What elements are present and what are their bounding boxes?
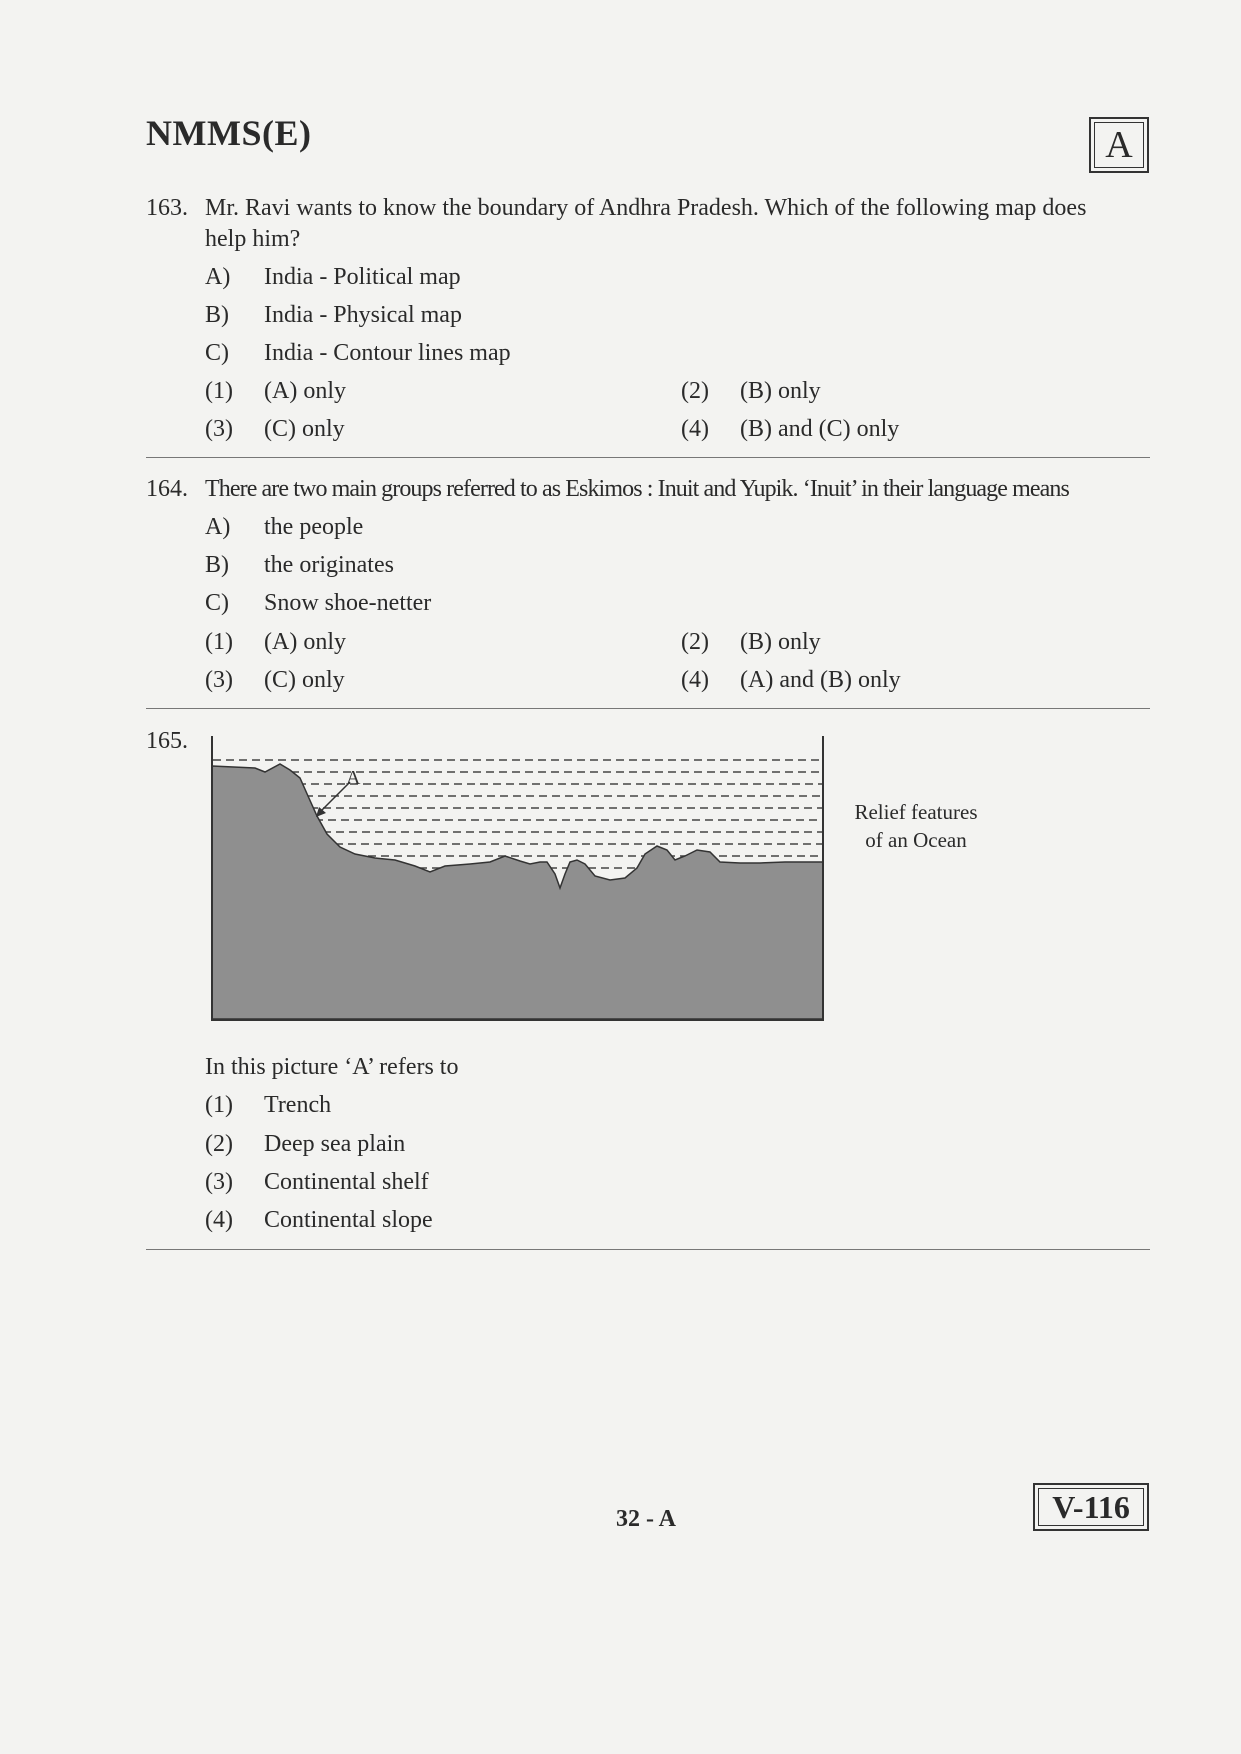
- option-label: (4): [681, 667, 709, 693]
- statement-text: India - Political map: [264, 264, 461, 290]
- option-text: Deep sea plain: [264, 1131, 406, 1157]
- sea-floor-profile: [212, 764, 823, 1019]
- option-text: (A) and (B) only: [740, 667, 901, 693]
- diagram-caption: [846, 798, 986, 854]
- marker-label: A: [346, 767, 361, 789]
- question-number: 165.: [146, 728, 188, 754]
- option-text: Continental slope: [264, 1207, 433, 1233]
- paper-code-badge: [1033, 1483, 1149, 1531]
- option-text: Trench: [264, 1092, 332, 1118]
- statement-text: Snow shoe-netter: [264, 590, 432, 616]
- caption-line: of an Ocean: [865, 828, 967, 852]
- statement-label: A): [205, 264, 231, 290]
- question-set-code: A: [1105, 124, 1133, 166]
- ocean-relief-diagram: [205, 734, 830, 1026]
- option-label: (3): [205, 1169, 233, 1195]
- option-text: (C) only: [264, 416, 345, 442]
- option-label: (1): [205, 629, 233, 655]
- option-text: (C) only: [264, 667, 345, 693]
- option-label: (1): [205, 1092, 233, 1118]
- question-prompt: In this picture ‘A’ refers to: [205, 1054, 459, 1080]
- option-label: (2): [681, 629, 709, 655]
- option-label: (2): [205, 1131, 233, 1157]
- question-number: 164.: [146, 476, 188, 502]
- statement-text: the originates: [264, 552, 394, 578]
- option-text: (A) only: [264, 378, 346, 404]
- statement-label: B): [205, 302, 229, 328]
- page-header-title: NMMS(E): [146, 113, 312, 153]
- option-label: (2): [681, 378, 709, 404]
- statement-label: B): [205, 552, 229, 578]
- statement-text: India - Physical map: [264, 302, 462, 328]
- option-text: (B) only: [740, 378, 821, 404]
- question-stem-continued: help him?: [205, 226, 301, 252]
- question-stem: There are two main groups referred to as Eskimos : Inuit and Yupik. ‘Inuit’ in their language means: [205, 476, 1069, 502]
- option-text: Continental shelf: [264, 1169, 429, 1195]
- option-text: (B) and (C) only: [740, 416, 900, 442]
- option-label: (4): [205, 1207, 233, 1233]
- option-label: (1): [205, 378, 233, 404]
- statement-label: A): [205, 514, 231, 540]
- statement-text: the people: [264, 514, 364, 540]
- option-label: (4): [681, 416, 709, 442]
- section-divider: [146, 1249, 1150, 1250]
- question-number: 163.: [146, 195, 188, 221]
- page-number: 32 - A: [616, 1506, 676, 1532]
- statement-label: C): [205, 590, 229, 616]
- option-text: (A) only: [264, 629, 346, 655]
- paper-code: V-116: [1052, 1488, 1130, 1525]
- question-set-badge: [1089, 117, 1149, 173]
- section-divider: [146, 708, 1150, 709]
- section-divider: [146, 457, 1150, 458]
- statement-label: C): [205, 340, 229, 366]
- option-label: (3): [205, 416, 233, 442]
- question-stem: Mr. Ravi wants to know the boundary of Andhra Pradesh. Which of the following map does: [205, 195, 1087, 221]
- statement-text: India - Contour lines map: [264, 340, 511, 366]
- option-text: (B) only: [740, 629, 821, 655]
- option-label: (3): [205, 667, 233, 693]
- caption-line: Relief features: [854, 800, 978, 824]
